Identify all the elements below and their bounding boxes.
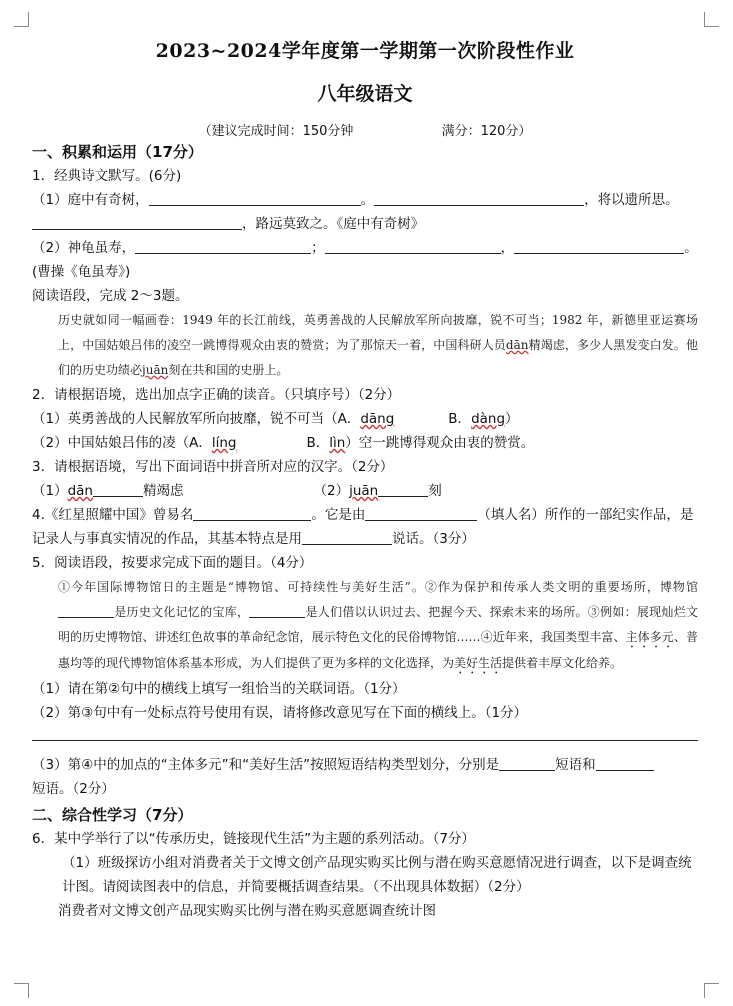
answer-blank[interactable]	[32, 214, 242, 230]
answer-blank[interactable]	[378, 481, 428, 497]
q3-stem: 3．请根据语境，写出下面词语中拼音所对应的汉字。（2分）	[32, 459, 394, 475]
q4-line2: 记录人与事真实情况的作品，其基本特点是用 说话。（3分）	[32, 531, 475, 547]
q6-part1: （1）班级探访小组对消费者关于文博文创产品现实购买比例与潜在购买意愿情况进行调查，以下是调查统计图。请阅读图表中的信息，并简要概括调查结果。（不出现具体数据）（2分）	[62, 855, 692, 895]
crop-mark-bottom-right	[704, 983, 719, 998]
dotted-phrase-1: 主体多元	[625, 630, 674, 644]
q4-line1: 4.《红星照耀中国》曾易名 。它是由 （填人名）所作的一部纪实作品，是	[32, 507, 694, 523]
exam-subtitle: 八年级语文	[317, 83, 413, 105]
crop-mark-top-left	[14, 12, 29, 27]
answer-blank[interactable]	[499, 755, 555, 771]
answer-blank[interactable]	[93, 481, 143, 497]
reading-intro: 阅读语段，完成 2～3题。	[32, 288, 189, 304]
section-1-heading: 一、积累和运用（17分）	[32, 143, 203, 161]
q5-sub3: （3）第④中的加点的“主体多元”和“美好生活”按照短语结构类型划分，分别是 短语和 短语。（2分）	[32, 753, 698, 801]
q6-stem: 6．某中学举行了以“传承历史，链接现代生活”为主题的系列活动。（7分）	[32, 831, 475, 847]
section-2-heading: 二、综合性学习（7分）	[32, 806, 193, 824]
full-score: 满分：120分）	[441, 124, 532, 139]
q1-part1-line1: （1）庭中有奇树， 。 ，将以遗所思。	[32, 192, 679, 208]
exam-title: 2023~2024学年度第一学期第一次阶段性作业	[155, 40, 575, 62]
chart-title: 消费者对文博文创产品现实购买比例与潜在购买意愿调查统计图	[58, 903, 436, 919]
answer-line[interactable]	[32, 739, 698, 741]
reading-passage: 历史就如同一幅画卷：1949 年的长江前线，英勇善战的人民解放军所向披靡，锐不可当；1982 年，新德里亚运赛场上，中国姑娘吕伟的凌空一跳博得观众由衷的赞赏；为了那惊天一着，中国科研人员dān精竭虑，多少人黑发变白发。他们的历史功绩必juān刻在共和国的史册上。	[58, 313, 698, 377]
suggested-time: （建议完成时间：150分钟	[198, 124, 354, 139]
answer-blank[interactable]	[193, 505, 311, 521]
answer-blank[interactable]	[374, 190, 584, 206]
answer-blank[interactable]	[58, 602, 114, 618]
answer-blank[interactable]	[325, 238, 501, 254]
crop-mark-top-right	[704, 12, 719, 27]
answer-blank[interactable]	[302, 529, 392, 545]
q2-stem: 2．请根据语境，选出加点字正确的读音。（只填序号）（2分）	[32, 387, 401, 403]
q1-source: (曹操《龟虽寿》)	[32, 264, 131, 280]
q5-sub2: （2）第③句中有一处标点符号使用有误，请将修改意见写在下面的横线上。（1分）	[32, 705, 528, 721]
q5-passage: ①今年国际博物馆日的主题是“博物馆、可持续性与美好生活”。②作为保护和传承人类文明的重要场所，博物馆是历史文化记忆的宝库， 是人们借以认识过去、把握今天、探索未来的场所。③例如：展现灿烂文明的历史博物馆、讲述红色故事的革命纪念馆，展示特色文化的民俗博物馆……④近年来，我国类型丰富、主体多元、普惠均等的现代博物馆体系基本形成，为人们提供了更为多样的文化选择，为美好生活提供着丰厚文化给养。	[58, 580, 698, 670]
q5-stem: 5．阅读语段，按要求完成下面的题目。（4分）	[32, 555, 313, 571]
q1-stem: 1．经典诗文默写。(6分)	[32, 168, 182, 184]
answer-blank[interactable]	[135, 238, 311, 254]
q2-part2: （2）中国姑娘吕伟的凌（A．líng B．lìn）空一跳博得观众由衷的赞赏。	[32, 435, 535, 451]
q5-sub1: （1）请在第②句中的横线上填写一组恰当的关联词语。（1分）	[32, 681, 406, 697]
exam-page	[32, 36, 698, 923]
q1-part2: （2）神龟虽寿， ； ， 。	[32, 240, 698, 256]
q1-part1-line2: ，路远莫致之。《庭中有奇树》	[32, 212, 698, 236]
crop-mark-bottom-left	[14, 983, 29, 998]
answer-blank[interactable]	[249, 602, 305, 618]
q3-answers: （1）dān 精竭虑 （2）juān 刻	[32, 483, 442, 499]
answer-blank[interactable]	[596, 755, 654, 771]
answer-blank[interactable]	[365, 505, 477, 521]
answer-blank[interactable]	[149, 190, 361, 206]
exam-meta	[32, 120, 698, 140]
dotted-phrase-2: 美好生活	[454, 656, 503, 670]
answer-blank[interactable]	[514, 238, 684, 254]
q2-part1: （1）英勇善战的人民解放军所向披靡，锐不可当（A．dāng B．dàng）	[32, 411, 519, 427]
